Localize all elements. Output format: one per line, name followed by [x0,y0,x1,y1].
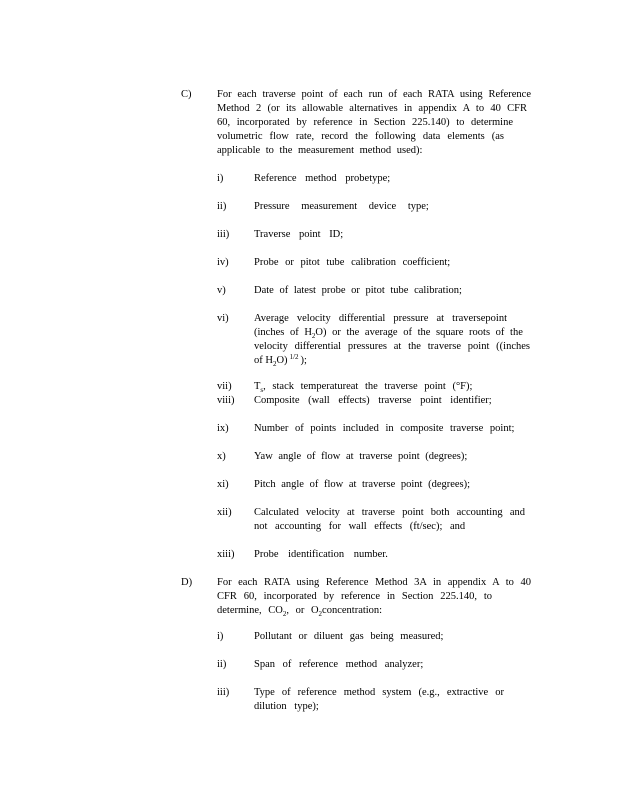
section-d-label: D) [181,577,193,588]
section-c-intro-line-3: 60, incorporated by reference in Section 225.140) to determine [217,117,513,128]
section-c-intro-line-5: applicable to the measurement method used): [217,145,423,156]
section-d-co: determine, CO [217,605,283,616]
item-c-viii-label: viii) [217,395,235,406]
item-c-x-label: x) [217,451,226,462]
section-d-conc: concentration: [322,605,383,616]
section-d-intro-line-3 [217,604,382,618]
item-d-iii-line-2: dilution type); [254,701,319,712]
section-c-label: C) [181,89,192,100]
item-c-vi-line-4 [254,354,307,368]
item-d-iii-line-1: Type of reference method system (e.g., extractive or [254,687,504,698]
item-c-vi-line-4-a: of H [254,355,273,366]
item-c-vi-line-4-sub: 2 [272,360,277,369]
section-c-intro-line-4: volumetric flow rate, record the following data elements (as [217,131,504,142]
item-d-i-label: i) [217,631,224,642]
item-c-xii-line-2: not accounting for wall effects (ft/sec); and [254,521,466,532]
item-c-vi-line-4-end: ); [300,355,307,366]
section-d-co-sub: 2 [282,610,287,619]
item-c-vi-sub-2: 2 [311,332,316,341]
item-c-vi-line-2-a: (inches of H [254,327,312,338]
item-c-vi-line-1: Average velocity differential pressure at traversepoint [254,313,507,324]
item-c-x-text: Yaw angle of flow at traverse point (degrees); [254,451,468,462]
item-c-iii-text: Traverse point ID; [254,229,344,240]
item-c-vii-text [254,380,472,394]
item-c-ix-label: ix) [217,423,229,434]
item-c-xi-label: xi) [217,479,229,490]
item-c-i-text: Reference method probetype; [254,173,391,184]
item-c-vi-line-4-b: O) [276,355,288,366]
item-c-xiii-label: xiii) [217,549,235,560]
section-d-intro-line-2: CFR 60, incorporated by reference in Section 225.140, to [217,591,492,602]
item-c-iii-label: iii) [217,229,230,240]
section-d-intro-line-1: For each RATA using Reference Method 3A in appendix A to 40 [217,577,531,588]
section-c-intro-line-1: For each traverse point of each run of each RATA using Reference [217,89,531,100]
item-d-iii-label: iii) [217,687,230,698]
item-d-ii-text: Span of reference method analyzer; [254,659,424,670]
item-c-xi-text: Pitch angle of flow at traverse point (degrees); [254,479,471,490]
item-c-vi-line-2-b: O) or the average of the square roots of the [315,327,523,338]
item-c-vi-line-3: velocity differential pressures at the traverse point ((inches [254,341,530,352]
item-c-i-label: i) [217,173,224,184]
section-d-o: , or O [286,605,319,616]
item-c-ii-label: ii) [217,201,227,212]
item-c-xii-line-1: Calculated velocity at traverse point both accounting and [254,507,525,518]
item-c-vii-label: vii) [217,381,232,392]
item-c-vi-line-2 [254,326,524,340]
item-c-vii-sub: s [260,386,264,395]
item-c-vi-label: vi) [217,313,229,324]
section-d-o-sub: 2 [318,610,323,619]
item-d-i-text: Pollutant or diluent gas being measured; [254,631,444,642]
item-c-iv-label: iv) [217,257,229,268]
item-c-v-text: Date of latest probe or pitot tube calibration; [254,285,462,296]
item-d-ii-label: ii) [217,659,227,670]
item-c-viii-text: Composite (wall effects) traverse point identifier; [254,395,492,406]
item-c-ii-text: Pressure measurement device type; [254,201,429,212]
item-c-xii-label: xii) [217,507,232,518]
item-c-ix-text: Number of points included in composite traverse point; [254,423,515,434]
item-c-v-label: v) [217,285,226,296]
item-c-xiii-text: Probe identification number. [254,549,388,560]
item-c-iv-text: Probe or pitot tube calibration coefficient; [254,257,451,268]
item-c-vi-sup: 1/2 [289,352,299,361]
item-c-vii-rest: , stack temperatureat the traverse point (°F); [263,381,473,392]
item-c-vii-t: T [254,381,261,392]
section-c-intro-line-2: Method 2 (or its allowable alternatives in appendix A to 40 CFR [217,103,527,114]
